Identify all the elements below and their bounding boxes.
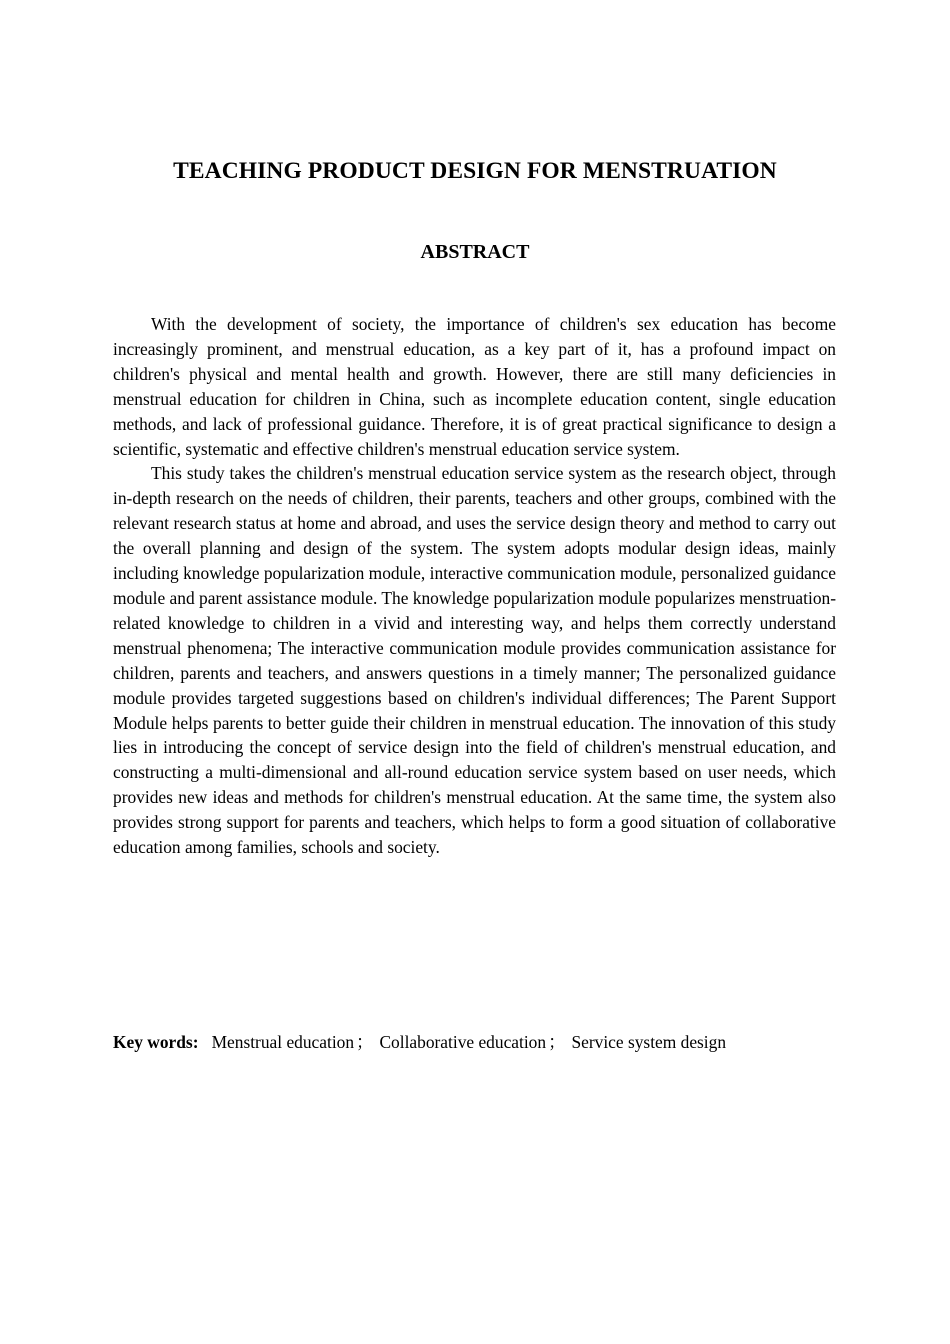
abstract-body — [113, 312, 836, 860]
keyword-item: Collaborative education — [379, 1032, 547, 1052]
keywords-line — [113, 1030, 893, 1054]
keyword-separator: ； — [548, 1032, 566, 1052]
abstract-paragraph-1: With the development of society, the importance of children's sex education has become increasingly prominent, and menstrual education, as a key part of it, has a profound impact on children's physical and mental health and growth. However, there are still many deficiencies in menstrual education for children in China, such as incomplete education content, single education methods, and lack of professional guidance. Therefore, it is of great practical significance to design a scientific, systematic and effective children's menstrual education service system. — [113, 314, 836, 459]
paper-title: TEACHING PRODUCT DESIGN FOR MENSTRUATION — [173, 158, 777, 184]
keyword-item: Menstrual education — [211, 1032, 355, 1052]
abstract-paragraph-2: This study takes the children's menstrual education service system as the research object, through in-depth research on the needs of children, their parents, teachers and other groups, combined with the relevant research status at home and abroad, and uses the service design theory and method to carry out the overall planning and design of the system. The system adopts modular design ideas, mainly including knowledge popularization module, interactive communication module, personalized guidance module and parent assistance module. The knowledge popularization module popularizes menstruation-related knowledge to children in a vivid and interesting way, and helps them correctly understand menstrual phenomena; The interactive communication module provides communication assistance for children, parents and teachers, and answers questions in a timely manner; The personalized guidance module provides targeted suggestions based on children's individual differences; The Parent Support Module helps parents to better guide their children in menstrual education. The innovation of this study lies in introducing the concept of service design into the field of children's menstrual education, and constructing a multi-dimensional and all-round education service system based on user needs, which provides new ideas and methods for children's menstrual education. At the same time, the system also provides strong support for parents and teachers, which helps to form a good situation of collaborative education among families, schools and society. — [113, 463, 836, 858]
keyword-separator: ； — [356, 1032, 374, 1052]
keywords-label: Key words: — [113, 1032, 199, 1052]
keyword-item: Service system design — [571, 1032, 727, 1052]
abstract-heading: ABSTRACT — [420, 241, 530, 263]
